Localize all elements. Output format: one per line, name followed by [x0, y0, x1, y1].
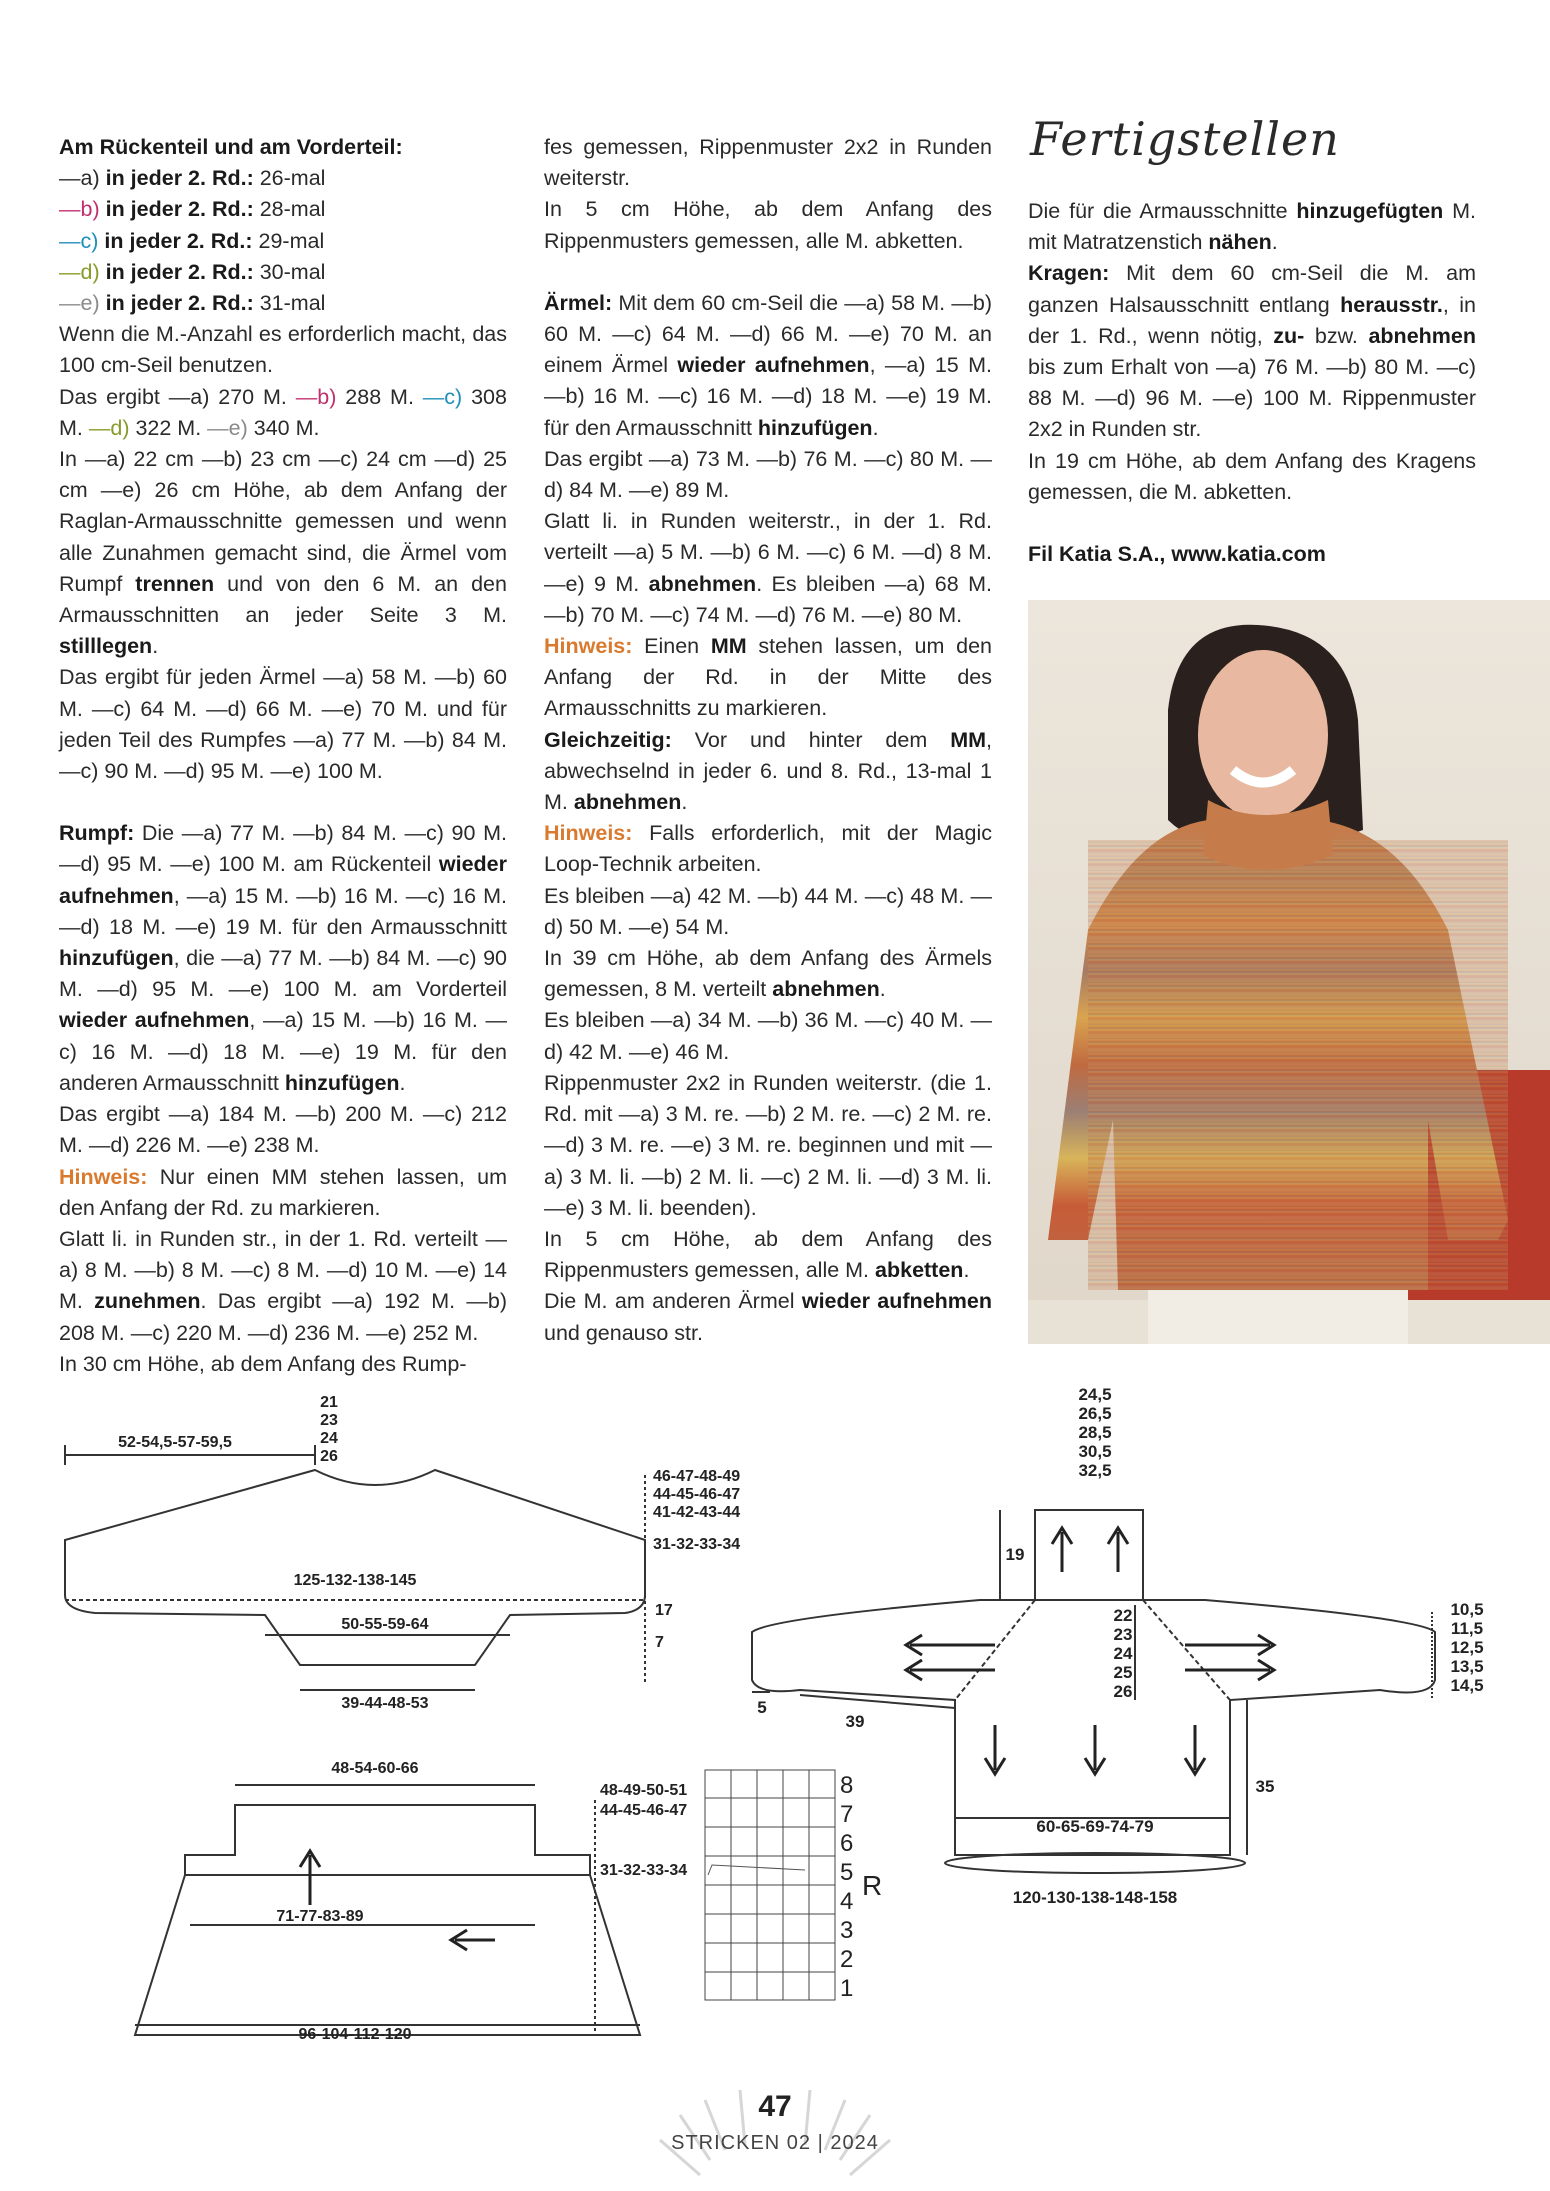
label: 50-55-59-64 [341, 1616, 429, 1633]
label: 28,5 [1078, 1423, 1112, 1442]
schematic-body-pieces [55, 1385, 741, 2043]
row-number: 8 [840, 1772, 854, 1799]
hint: Hinweis: Nur einen MM stehen lassen, um den Anfang der Rd. zu markieren. [59, 1164, 507, 1220]
label: 25 [1113, 1663, 1133, 1682]
page-number: 47 [758, 2090, 792, 2123]
label: 12,5 [1450, 1638, 1484, 1657]
label: 19 [1005, 1545, 1025, 1564]
paragraph: Rippenmuster 2x2 in Runden weiterstr. (die 1. Rd. mit —a) 3 M. re. —b) 2 M. re. —c) 2 M. re. —d) 3 M. re. —e) 3 M. re. beginnen und mit —a) 3 M. li. —b) 2 M. li. —c) 2 M. li. —d) 3 M. li. —e) 3 M. li. beenden). [544, 1070, 992, 1220]
section-heading-rueckenteil: Am Rückenteil und am Vorderteil: [59, 135, 403, 159]
paragraph: Das ergibt —a) 184 M. —b) 200 M. —c) 212 M. —d) 226 M. —e) 238 M. [59, 1102, 507, 1158]
label: 21 [320, 1394, 338, 1411]
label: 46-47-48-49 [653, 1468, 741, 1485]
label: 52-54,5-57-59,5 [118, 1434, 232, 1451]
label: 96-104-112-120 [298, 2026, 412, 2043]
paragraph: Glatt li. in Runden weiterstr., in der 1. Rd. verteilt —a) 5 M. —b) 6 M. —c) 6 M. —d) 8 M. —e) 9 M. abnehmen. Es bleiben —a) 68 M. —b) 70 M. —c) 74 M. —d) 76 M. —e) 80 M. [544, 509, 992, 627]
label: 71-77-83-89 [276, 1908, 364, 1925]
size-row-d: —d) in jeder 2. Rd.: 30-mal [59, 259, 326, 284]
label: 48-49-50-51 [600, 1782, 688, 1799]
hint: Hinweis: Einen MM stehen lassen, um den Anfang der Rd. in der Mitte des Armausschnitts zu markieren. [544, 634, 993, 721]
paragraph: Das ergibt —a) 73 M. —b) 76 M. —c) 80 M. —d) 84 M. —e) 89 M. [544, 446, 992, 503]
row-number: 2 [840, 1946, 854, 1973]
size-row-a: —a) in jeder 2. Rd.: 26-mal [59, 166, 326, 191]
paragraph: Die für die Armausschnitte hinzugefügten M. mit Matratzenstich nähen. [1028, 199, 1477, 255]
row-number: 3 [840, 1917, 854, 1944]
label: 44-45-46-47 [653, 1486, 741, 1503]
label: 125-132-138-145 [293, 1572, 417, 1589]
size-row-c: —c) in jeder 2. Rd.: 29-mal [59, 228, 325, 253]
model-photo [1028, 600, 1550, 1344]
schematic-sweater [740, 1380, 1550, 1960]
paragraph: In 39 cm Höhe, ab dem Anfang des Ärmels gemessen, 8 M. verteilt abnehmen. [544, 946, 992, 1002]
paragraph: Das ergibt für jeden Ärmel —a) 58 M. —b) 60 M. —c) 64 M. —d) 66 M. —e) 70 M. und für jeden Teil des Rumpfes —a) 77 M. —b) 84 M. —c) 90 M. —d) 95 M. —e) 100 M. [59, 665, 507, 784]
section-title-fertigstellen: Fertigstellen [1030, 112, 1340, 166]
label: 60-65-69-74-79 [1036, 1817, 1154, 1836]
paragraph: In 30 cm Höhe, ab dem Anfang des Rump- [59, 1351, 467, 1376]
paragraph: Es bleiben —a) 34 M. —b) 36 M. —c) 40 M. —d) 42 M. —e) 46 M. [544, 1008, 992, 1064]
row-number: 6 [840, 1830, 854, 1857]
paragraph-gleichzeitig: Gleichzeitig: Vor und hinter dem MM, abwechselnd in jeder 6. und 8. Rd., 13-mal 1 M. abnehmen. [544, 727, 992, 815]
size-row-e: —e) in jeder 2. Rd.: 31-mal [59, 291, 326, 316]
paragraph: In 5 cm Höhe, ab dem Anfang des Rippenmusters gemessen, alle M. abketten. [544, 1226, 992, 1283]
row-number: 5 [840, 1859, 854, 1886]
paragraph: Wenn die M.-Anzahl es erforderlich macht, das 100 cm-Seil benutzen. [59, 322, 507, 378]
label: 24,5 [1078, 1385, 1112, 1404]
row-number: 4 [840, 1888, 854, 1915]
label: 10,5 [1450, 1600, 1484, 1619]
label: 26 [320, 1448, 338, 1465]
paragraph: In 5 cm Höhe, ab dem Anfang des Rippenmusters gemessen, alle M. abketten. [544, 197, 992, 253]
label: 48-54-60-66 [331, 1760, 419, 1777]
label: 5 [757, 1698, 767, 1717]
paragraph-rumpf: Rumpf: Die —a) 77 M. —b) 84 M. —c) 90 M. —d) 95 M. —e) 100 M. am Rückenteil wieder aufnehmen, —a) 15 M. —b) 16 M. —c) 16 M. —d) 18 M. —e) 19 M. für den Armausschnitt hinzufügen, die —a) 77 M. —b) 84 M. —c) 90 M. —d) 95 M. —e) 100 M. am Vorderteil wieder aufnehmen, —a) 15 M. —b) 16 M. —c) 16 M. —d) 18 M. —e) 19 M. für den anderen Armausschnitt hinzufügen. [59, 821, 507, 1095]
label: 14,5 [1450, 1676, 1484, 1695]
column-3 [1028, 196, 1476, 570]
column-2 [544, 132, 992, 1349]
label: 35 [1255, 1777, 1275, 1796]
chart-label-r: R [862, 1870, 883, 1901]
magazine-issue: STRICKEN 02 | 2024 [671, 2132, 879, 2154]
paragraph: Glatt li. in Runden str., in der 1. Rd. verteilt —a) 8 M. —b) 8 M. —c) 8 M. —d) 10 M. —e) 14 M. zunehmen. Das ergibt —a) 192 M. —b) 208 M. —c) 220 M. —d) 236 M. —e) 252 M. [59, 1226, 507, 1345]
hint: Hinweis: Falls erforderlich, mit der Magic Loop-Technik arbeiten. [544, 821, 992, 877]
label: 7 [655, 1634, 664, 1651]
label: 24 [320, 1430, 338, 1447]
paragraph-kragen: Kragen: Mit dem 60 cm-Seil die M. am ganzen Halsausschnitt entlang herausstr., in der 1. Rd., wenn nötig, zu- bzw. abnehmen bis zum Erhalt von —a) 76 M. —b) 80 M. —c) 88 M. —d) 96 M. —e) 100 M. Rippenmuster 2x2 in Runden str. [1028, 261, 1477, 442]
label: 32,5 [1078, 1461, 1112, 1480]
row-number: 7 [840, 1801, 854, 1828]
paragraph-aermel: Ärmel: Mit dem 60 cm-Seil die —a) 58 M. —b) 60 M. —c) 64 M. —d) 66 M. —e) 70 M. an einem Ärmel wieder aufnehmen, —a) 15 M. —b) 16 M. —c) 16 M. —d) 18 M. —e) 19 M. für den Armausschnitt hinzufügen. [544, 290, 993, 440]
paragraph: fes gemessen, Rippenmuster 2x2 in Runden weiterstr. [544, 135, 992, 191]
label: 23 [320, 1412, 338, 1429]
label: 44-45-46-47 [600, 1802, 688, 1819]
paragraph: In 19 cm Höhe, ab dem Anfang des Kragens gemessen, die M. abketten. [1028, 448, 1476, 504]
label: 26 [1113, 1682, 1133, 1701]
credit: Fil Katia S.A., www.katia.com [1028, 542, 1326, 567]
label: 26,5 [1078, 1404, 1112, 1423]
label: 23 [1113, 1625, 1133, 1644]
paragraph: In —a) 22 cm —b) 23 cm —c) 24 cm —d) 25 cm —e) 26 cm Höhe, ab dem Anfang der Raglan-Armausschnitte gemessen und wenn alle Zunahmen gemacht sind, die Ärmel vom Rumpf trennen und von den 6 M. an den Armausschnitten an jeder Seite 3 M. stilllegen. [59, 447, 507, 659]
label: 120-130-138-148-158 [1012, 1888, 1178, 1907]
label: 39-44-48-53 [341, 1695, 429, 1712]
size-row-b: —b) in jeder 2. Rd.: 28-mal [59, 197, 326, 222]
row-number: 1 [840, 1975, 854, 2002]
label: 31-32-33-34 [600, 1862, 688, 1879]
label: 31-32-33-34 [653, 1536, 741, 1553]
label: 41-42-43-44 [653, 1504, 741, 1521]
label: 39 [845, 1712, 865, 1731]
label: 11,5 [1450, 1619, 1484, 1638]
label: 30,5 [1078, 1442, 1112, 1461]
label: 24 [1113, 1644, 1133, 1663]
paragraph: Das ergibt —a) 270 M. —b) 288 M. —c) 308 M. —d) 322 M. —e) 340 M. [59, 384, 507, 440]
column-1 [59, 132, 507, 1380]
paragraph: Es bleiben —a) 42 M. —b) 44 M. —c) 48 M. —d) 50 M. —e) 54 M. [544, 883, 992, 939]
paragraph: Die M. am anderen Ärmel wieder aufnehmen und genauso str. [544, 1289, 992, 1345]
label: 22 [1113, 1606, 1133, 1625]
label: 17 [655, 1602, 673, 1619]
label: 13,5 [1450, 1657, 1484, 1676]
